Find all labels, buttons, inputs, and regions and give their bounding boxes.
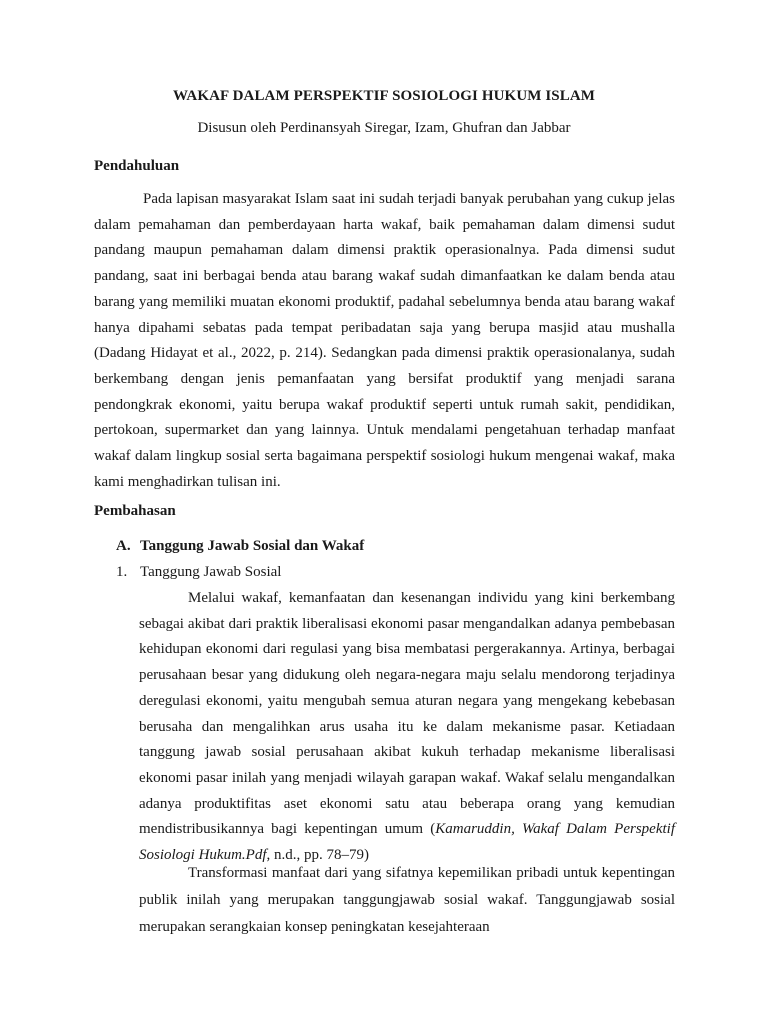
intro-heading: Pendahuluan: [94, 158, 180, 174]
section-a-title: Tanggung Jawab Sosial dan Wakaf: [140, 538, 365, 554]
subsection-1-heading: [116, 564, 281, 581]
section-a-heading: [116, 538, 364, 555]
paragraph-1-suffix: , n.d., pp. 78–79): [266, 847, 369, 864]
subsection-1-number: 1.: [116, 564, 128, 580]
subsection-1-title: Tanggung Jawab Sosial: [140, 564, 282, 580]
paragraph-1-citation: Kamaruddin, Wakaf Dalam Perspektif Sosiologi Hukum.Pdf: [139, 821, 675, 864]
intro-paragraph: Pada lapisan masyarakat Islam saat ini sudah terjadi banyak perubahan yang cukup jelas dalam pemahaman dan pemberdayaan harta wakaf, baik pemahaman dalam dimensi sudut pandang maupun pemahaman dalam dimensi praktik operasionalnya. Pada dimensi sudut pandang, saat ini berbagai benda atau barang wakaf sudah dimanfaatkan ke dalam benda atau barang yang memiliki muatan ekonomi produktif, padahal sebelumnya benda atau barang wakaf hanya dipahami sebatas pada tempat peribadatan saja yang berupa masjid atau mushalla (Dadang Hidayat et al., 2022, p. 214). Sedangkan pada dimensi praktik operasionalanya, sudah berkembang dengan jenis pemanfaatan yang bersifat produktif yang menjadi sarana pendongkrak ekonomi, yaitu berupa wakaf produktif seperti untuk rumah sakit, pendidikan, pertokoan, supermarket dan yang lainnya. Untuk mendalami pengetahuan terhadap manfaat wakaf dalam lingkup sosial serta bagaimana perspektif sosiologi hukum mengenai wakaf, maka kami menghadirkan tulisan ini.: [94, 191, 675, 490]
paragraph-1: [139, 586, 675, 869]
document-byline: Disusun oleh Perdinansyah Siregar, Izam, Ghufran dan Jabbar: [197, 120, 571, 136]
discussion-heading: Pembahasan: [94, 503, 176, 519]
paragraph-2: Transformasi manfaat dari yang sifatnya kepemilikan pribadi untuk kepentingan publik inilah yang merupakan tanggungjawab sosial wakaf. Tanggungjawab sosial merupakan serangkaian konsep peningkatan kesejahteraan: [139, 865, 675, 935]
document-title: WAKAF DALAM PERSPEKTIF SOSIOLOGI HUKUM ISLAM: [172, 88, 596, 104]
section-a-number: A.: [116, 538, 131, 554]
paragraph-1-text: Melalui wakaf, kemanfaatan dan kesenangan individu yang kini berkembang sebagai akibat dari praktik liberalisasi ekonomi pasar mengandalkan adanya pembebasan kehidupan ekonomi dari regulasi yang bisa membatasi pergerakannya. Artinya, berbagai perusahaan besar yang didukung oleh negara-negara maju selalu mendorong terjadinya deregulasi ekonomi, yaitu mengubah semua aturan negara yang mengekang kebebasan berusaha dan mengalihkan arus usaha itu ke dalam mekanisme pasar. Ketiadaan tanggung jawab sosial perusahaan akibat kukuh terhadap mekanisme liberalisasi ekonomi pasar inilah yang menjadi wilayah garapan wakaf. Wakaf selalu mengandalkan adanya produktifitas aset ekonomi satu atau beberapa orang yang kemudian mendistribusikannya bagi kepentingan umum (: [139, 590, 675, 838]
